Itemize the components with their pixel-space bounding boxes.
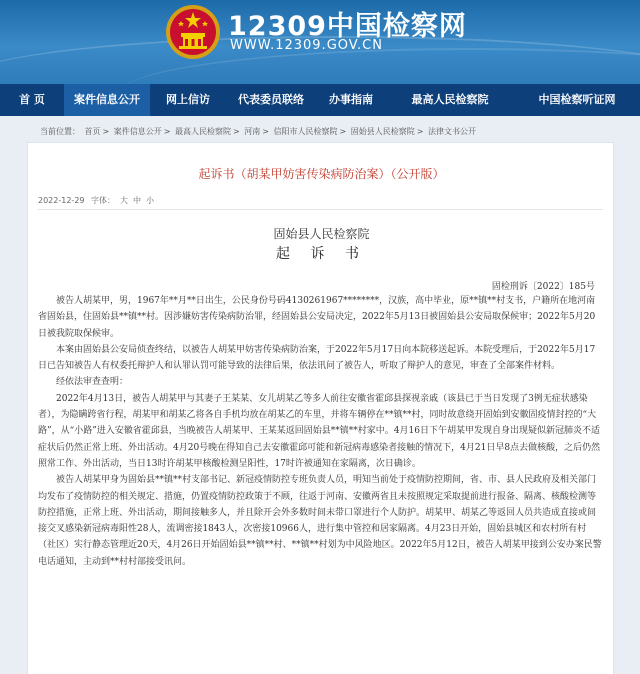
nav-item-spp[interactable]: 最高人民检察院 [411,93,489,106]
breadcrumb-item[interactable]: 最高人民检察院 [175,127,232,136]
breadcrumb-item[interactable]: 河南 [244,127,261,136]
publish-date: 2022-12-29 [38,196,85,205]
breadcrumb-prefix: 当前位置： [40,127,80,136]
document-number: 固检刑诉〔2022〕185号 [491,282,595,292]
font-size-label: 字体： [91,196,116,205]
font-size-medium[interactable]: 中 [133,196,142,205]
body-paragraph: 被告人胡某甲身为固始县**镇**村支部书记、新冠疫情防控专班负责人员，明知当前处于疫情防控期间，省、市、县人民政府及相关部门均发布了疫情防控的相关规定、措施，仍置疫情防控政策于不顾，往返于河南、安徽两省且未按照规定采取提前进行报备、隔离、核酸检测等防控措施，正常上班、外出活动，期间接触多人，并且除开会外多数时间未带口罩进行个人防护。胡某甲、胡某乙等返回人员共造成直接或间接交叉感染新冠病毒阳性28人，流调密接1843人，次密接10966人，进行集中管控和居家隔离。4月23日开始，固始县城区和农村所有村（社区）实行静态管理近20天，4月26日开始固始县**镇**村、**镇**村划为中风险地区。2022年5月12日，被告人胡某甲接到公安办案民警电话通知，主动到**村村部接受讯问。 [38,475,602,567]
content-panel [27,142,614,674]
site-url: WWW.12309.GOV.CN [230,38,383,53]
breadcrumb-item[interactable]: 首页 [84,127,101,136]
divider [38,209,603,210]
font-size-switcher [91,196,159,205]
body-paragraph: 被告人胡某甲，男，1967年**月**日出生，公民身份号码4130261967********，汉族，高中毕业，原**镇**村支书，户籍所在地河南省固始县，住固始县**镇**村。因涉嫌妨害传染病防治罪，经固始县公安局决定，2022年5月13日被固始县公安局取保候审；2022年5月20日被我院取保候审。 [38,296,596,339]
national-emblem-icon [164,3,222,61]
nav-item-guide[interactable]: 办事指南 [329,93,373,106]
site-header [0,0,640,84]
font-size-large[interactable]: 大 [120,196,129,205]
breadcrumb-item[interactable]: 信阳市人民检察院 [273,127,338,136]
site-title[interactable]: 12309中国检察网 [228,11,467,42]
nav-item-hearing[interactable]: 中国检察听证网 [538,93,616,106]
breadcrumb-item[interactable]: 法律文书公开 [428,127,477,136]
body-paragraph: 经依法审查查明： [56,377,129,388]
breadcrumb-item[interactable]: 案件信息公开 [113,127,162,136]
document-body [38,293,603,570]
nav-item-representatives[interactable]: 代表委员联络 [238,93,304,106]
document-heading: 起诉书（胡某甲妨害传染病防治案）（公开版） [198,167,445,181]
breadcrumb [40,126,478,137]
breadcrumb-separator: > [262,127,269,136]
nav-item-petition[interactable]: 网上信访 [166,93,210,106]
breadcrumb-separator: > [233,127,240,136]
breadcrumb-separator: > [416,127,424,136]
issuing-authority: 固始县人民检察院 [273,227,370,241]
document-title: 起 诉 书 [276,246,367,262]
main-nav [0,84,640,116]
breadcrumb-separator: > [102,127,110,136]
breadcrumb-item[interactable]: 固始县人民检察院 [350,127,415,136]
font-size-small[interactable]: 小 [146,196,155,205]
document-meta [38,195,159,206]
breadcrumb-separator: > [163,127,171,136]
body-paragraph: 2022年4月13日，被告人胡某甲与其妻子王某某、女儿胡某乙等多人前往安徽省霍邱县探视亲戚（该县已于当日发现了3例无症状感染者），为隐瞒跨省行程，胡某甲和胡某乙将各自手机均放在胡某乙的车里，并将车辆停在**镇**村，同时故意绕开固始到安徽固疫情封控的“大路”，从“小路”进入安徽省霍邱县，当晚被告人胡某甲、王某某返回固始县**镇**村家中。4月16日下午胡某甲发现自身出现疑似新冠肺炎不适症状后仍然正常上班、外出活动。4月20号晚在得知自己去安徽霍邱可能和新冠病毒感染者接触的情况下，4月21日早8点去做核酸，之后仍然照常工作、外出活动，当日13时许胡某甲核酸检测呈阳性，17时许被通知在家隔离，次日确诊。 [38,393,601,469]
breadcrumb-separator: > [339,127,347,136]
nav-item-case-info[interactable]: 案件信息公开 [64,84,150,116]
body-paragraph: 本案由固始县公安局侦查终结，以被告人胡某甲妨害传染病防治案，于2022年5月17日向本院移送起诉。本院受理后，于2022年5月17日已告知被告人有权委托辩护人和认罪认罚可能导致的法律后果，依法讯问了被告人，听取了辩护人的意见，审查了全部案件材料。 [38,344,596,372]
nav-item-home[interactable]: 首 页 [19,93,45,106]
